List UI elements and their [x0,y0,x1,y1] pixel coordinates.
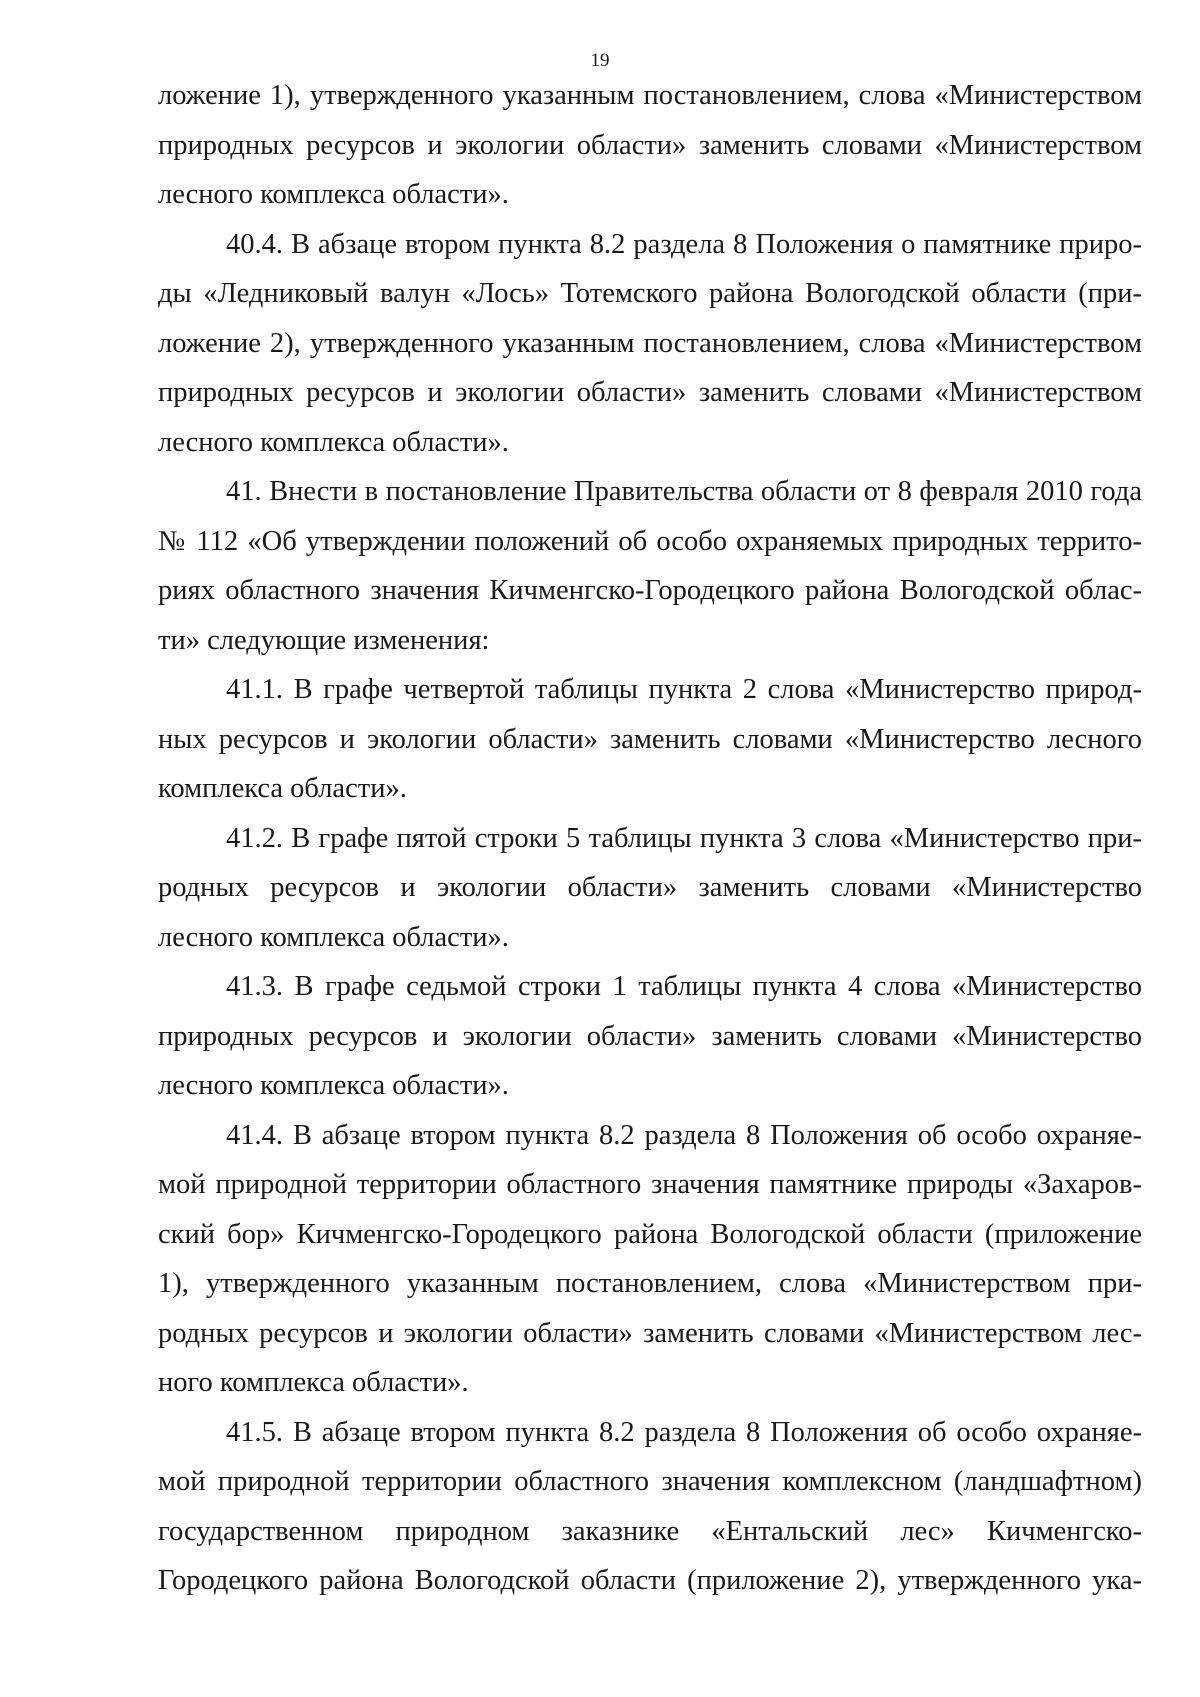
paragraph-41: 41. Внести в постановление Правительства области от 8 февраля 2010 года № 112 «Об утверждении положений об особо охраняемых природных территориях областного значения Кичменгско-Городецкого района Вологодской области» следующие изменения: [158,476,1142,656]
paragraph-41-1: 41.1. В графе четвертой таблицы пункта 2 слова «Министерство природных ресурсов и экологии области» заменить словами «Министерство лесного комплекса области». [158,674,1142,804]
paragraph-41-2: 41.2. В графе пятой строки 5 таблицы пункта 3 слова «Министерство природных ресурсов и экологии области» заменить словами «Министерство лесного комплекса области». [158,822,1142,953]
paragraph-41-5: 41.5. В абзаце втором пункта 8.2 раздела 8 Положения об особо охраняемой природной территории областного значения комплексном (ландшафтном) государственном природном заказнике «Ентальский лес» Кичменгско-Городецкого района Вологодской области (приложение 2), утвержденного ука- [158,1416,1142,1596]
paragraph-40-4: 40.4. В абзаце втором пункта 8.2 раздела 8 Положения о памятнике природы «Ледниковый валун «Лось» Тотемского района Вологодской области (приложение 2), утвержденного указанным постановлением, слова «Министерством природных ресурсов и экологии области» заменить словами «Министерством лесного комплекса области». [158,228,1142,458]
page-number: 19 [590,50,610,71]
document-body [158,71,1142,1606]
paragraph-41-4: 41.4. В абзаце втором пункта 8.2 раздела 8 Положения об особо охраняемой природной территории областного значения памятнике природы «Захаровский бор» Кичменгско-Городецкого района Вологодской области (приложение 1), утвержденного указанным постановлением, слова «Министерством природных ресурсов и экологии области» заменить словами «Министерством лесного комплекса области». [158,1119,1142,1398]
paragraph-continuation: ложение 1), утвержденного указанным постановлением, слова «Министерством природных ресурсов и экологии области» заменить словами «Министерством лесного комплекса области». [158,80,1142,210]
paragraph-41-3: 41.3. В графе седьмой строки 1 таблицы пункта 4 слова «Министерство природных ресурсов и экологии области» заменить словами «Министерство лесного комплекса области». [158,971,1142,1101]
